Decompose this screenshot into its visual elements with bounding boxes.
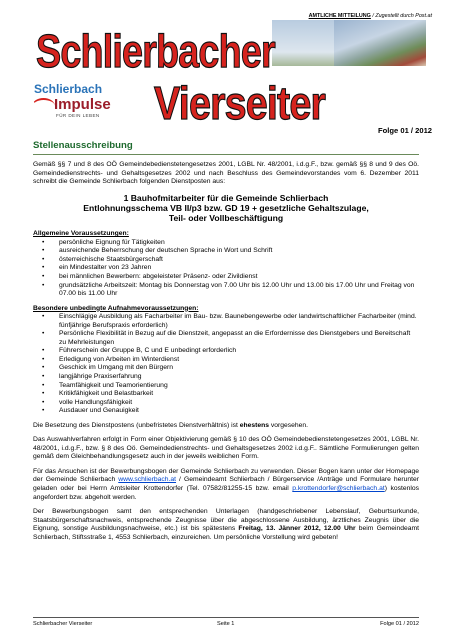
list-item: • Kritikfähigkeit und Belastbarkeit [33,390,419,399]
special-requirements-heading: Besondere unbedingte Aufnahmevoraussetzungen: [33,304,199,312]
notice-bold: AMTLICHE MITTEILUNG [308,13,371,19]
list-item: • Persönliche Flexibilität in Bezug auf die Dienstzeit, angepasst an die Erfordernisse des Dienstgebers und Bereitschaft zu Mehrleistungen [33,330,419,347]
section-title: Stellenausschreibung [33,140,133,151]
notice-rest: / Zugestellt durch Post.at [370,13,432,19]
submission-text: Der Bewerbungsbogen samt den entsprechenden Unterlagen (handgeschriebener Lebenslauf, Geburtsurkunde, Staatsbürgerschaftsnachweis, entsprechende Zeugnisse über die abgeschlossene Ausbildung, ärztliches Zeugnis über die Eignung, sonstige Ausbildungsnachweise, etc.) ist bis spätestens [33,508,419,533]
start-text: Die Besetzung des Dienstpostens (unbefristetes Dienstverhältnis) ist [33,421,240,429]
list-item: • Erledigung von Arbeiten im Winterdienst [33,356,419,365]
logo-text-impulse: Impulse [54,96,111,113]
list-item: • grundsätzliche Arbeitszeit: Montag bis Donnerstag von 7.00 Uhr bis 12.00 Uhr und 13.00 bis 17.00 Uhr und Freitag von 07.00 bis 11.00 Uhr [33,282,419,299]
article [33,140,419,548]
general-requirements-heading: Allgemeine Voraussetzungen: [33,230,129,238]
footer-issue: Folge 01 / 2012 [380,621,419,627]
job-title-block [33,193,419,224]
list-item: • Geschick im Umgang mit den Bürgern [33,364,419,373]
job-title-line: Teil- oder Vollbeschäftigung [168,213,284,224]
start-text-end: vorgesehen. [269,421,309,429]
schlierbach-impulse-logo [30,80,130,124]
list-item: • Einschlägige Ausbildung als Facharbeiter im Bau- bzw. Baunebengewerbe oder landwirtschaftlicher Facharbeiter (mind. fünfjährige Berufspraxis erforderlich) [33,313,419,330]
job-title-line: 1 Bauhofmitarbeiter für die Gemeinde Schlierbach [123,192,329,203]
footer-page-number: Seite 1 [217,621,235,627]
masthead-photo-fade [272,20,336,66]
list-item: • Ausdauer und Genauigkeit [33,407,419,416]
list-item: • langjährige Praxiserfahrung [33,373,419,382]
list-item: • Teamfähigkeit und Teamorientierung [33,382,419,391]
logo-text-schlierbach: Schlierbach [34,82,103,96]
application-text: Für das Ansuchen ist der Bewerbungsbogen der Gemeinde Schlierbach zu verwenden. Dieser Bogen kann unter der Homepage der Gemeinde Schlierbach [33,467,419,484]
job-title-line: Entlohnungsschema VB II/p3 bzw. GD 19 + gesetzliche Gehaltszulage, [83,202,369,213]
footer-publication: Schlierbacher Vierseiter [33,621,93,627]
page-footer [33,617,419,628]
list-item: • ein Mindestalter von 23 Jahren [33,264,419,273]
homepage-link[interactable]: www.schlierbach.at [118,476,177,484]
issue-number: Folge 01 / 2012 [378,126,433,135]
deadline: Freitag, 13. Jänner 2012, 12.00 Uhr [238,525,356,533]
list-item: • persönliche Eignung für Tätigkeiten [33,239,419,248]
application-paragraph [33,468,419,502]
list-item: • volle Handlungsfähigkeit [33,399,419,408]
list-item: • bei männlichen Bewerbern: abgeleisteter Präsenz- oder Zivildienst [33,273,419,282]
selection-paragraph: Das Auswahlverfahren erfolgt in Form einer Objektivierung gemäß § 10 des OÖ Gemeindebedienstetengesetzes 2001, LGBL Nr. 48/2001, i.d.g.F., bzw. § 8 des Oö. Gemeindedienstrechts- und Gehaltsgesetzes 2002 i.d.g.F.. Sämtliche Formulierungen gelten gemäß dem Gleichbehandlungsgesetz auch in der jeweils weiblichen Form. [33,436,419,461]
logo-tagline: FÜR DEIN LEBEN [56,113,100,118]
section-divider [33,154,419,155]
list-item: • Führerschein der Gruppe B, C und E unbedingt erforderlich [33,347,419,356]
application-text-mid: / Gemeindeamt Schlierbach / Bürgerservice /Anträge und Formulare herunter geladen oder bei Herrn Amtsleiter Krottendorfer (Tel. 07582/81255-15 bzw. email [33,476,419,493]
application-text-end: ) kostenlos angefordert bzw. abgeholt werden. [33,485,419,501]
general-requirements-list [33,239,419,299]
intro-paragraph: Gemäß §§ 7 und 8 des OÖ Gemeindebedienstetengesetzes 2001, LGBL Nr. 48/2001, i.d.g.F., bzw. gemäß §§ 8 und 9 des Oö. Gemeindedienstrechts- und Gehaltsgesetzes 2002 und nach Beschluss des Gemeindevorstandes vom 6. Dezember 2011 schreibt die Gemeinde Schlierbach folgenden Dienstposten aus: [33,161,419,186]
masthead-photo [334,20,426,66]
masthead [22,20,433,135]
distribution-notice [309,13,432,19]
start-emphasis: ehestens [239,421,269,429]
submission-text-end: beim Gemeindeamt Schlierbach, Stiftsstraße 1, 4553 Schlierbach, einzureichen. Um persönliche Vorstellung wird gebeten! [33,525,419,541]
list-item: • österreichische Staatsbürgerschaft [33,256,419,265]
submission-paragraph [33,508,419,542]
email-link[interactable]: p.krottendorfer@schlierbach.at [292,485,385,493]
special-requirements-list [33,313,419,416]
list-item: • ausreichende Beherrschung der deutschen Sprache in Wort und Schrift [33,247,419,256]
masthead-title-line1: Schlierbacher [36,25,275,77]
start-date-paragraph [33,422,419,431]
masthead-title-line2: Vierseiter [154,77,326,129]
logo-swoosh-icon [32,98,55,114]
